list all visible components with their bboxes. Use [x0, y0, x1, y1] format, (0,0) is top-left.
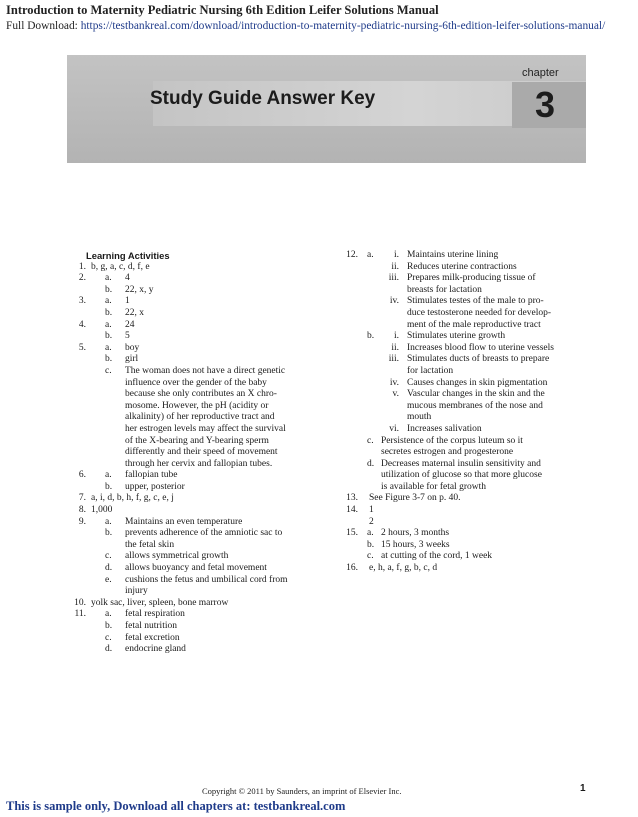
sub-letter: d.	[105, 644, 113, 655]
item-number: 10.	[74, 597, 86, 608]
answer-line	[70, 389, 342, 401]
answer-text: 2	[369, 516, 374, 527]
copyright-footer: Copyright © 2011 by Saunders, an imprint of Elsevier Inc.	[202, 786, 402, 796]
answer-line	[343, 378, 593, 390]
answer-line	[70, 563, 342, 575]
document-header-title: Introduction to Maternity Pediatric Nursing 6th Edition Leifer Solutions Manual	[6, 3, 439, 17]
answer-line	[70, 436, 342, 448]
answer-line	[343, 540, 593, 552]
item-number: 5.	[78, 342, 86, 353]
item-number: 7.	[78, 493, 86, 504]
answer-text: secretes estrogen and progesterone	[381, 447, 514, 458]
download-line	[6, 20, 605, 32]
answer-text: The woman does not have a direct genetic	[125, 365, 286, 376]
answer-text: Prepares milk-producing tissue of	[407, 273, 536, 284]
answer-line	[343, 528, 593, 540]
answer-text: Stimulates uterine growth	[407, 331, 506, 342]
answer-line	[70, 343, 342, 355]
sub-letter: c.	[105, 365, 112, 376]
answer-text: fallopian tube	[125, 470, 178, 481]
answer-line	[343, 273, 593, 285]
answer-text: a, i, d, b, h, f, g, c, e, j	[91, 493, 174, 504]
answer-line	[70, 505, 342, 517]
answer-text: cushions the fetus and umbilical cord from	[125, 574, 288, 585]
answer-text: the fetal skin	[125, 539, 175, 550]
sub-numeral: ii.	[391, 261, 399, 272]
chapter-number: 3	[534, 84, 556, 125]
download-link[interactable]: https://testbankreal.com/download/introduction-to-maternity-pediatric-nursing-6th-edition-leifer-solutions-manual/	[80, 20, 606, 32]
sub-numeral: vi.	[389, 423, 399, 434]
answer-line	[70, 273, 342, 285]
answer-line	[343, 401, 593, 413]
answer-line	[70, 320, 342, 332]
sub-letter: a.	[105, 470, 112, 481]
item-number: 1.	[78, 261, 86, 272]
answer-line	[70, 517, 342, 529]
sub-letter: c.	[105, 551, 112, 562]
answer-line	[70, 296, 342, 308]
item-number: 12.	[346, 250, 358, 260]
answer-text: alkalinity) of her reproductive tract and	[125, 412, 275, 423]
sub-numeral: ii.	[391, 342, 399, 353]
answer-text: 24	[125, 319, 135, 330]
item-number: 3.	[78, 296, 86, 307]
answer-line	[70, 609, 342, 621]
sub-numeral: iv.	[389, 377, 399, 388]
sub-letter: b.	[105, 331, 113, 342]
answer-text: 1,000	[91, 505, 113, 516]
answer-line	[343, 505, 593, 517]
sub-letter: b.	[105, 307, 113, 318]
answer-text: Stimulates testes of the male to pro-	[407, 296, 544, 307]
sub-letter: a.	[105, 273, 112, 284]
answer-line	[70, 621, 342, 633]
answer-text: ment of the male reproductive tract	[407, 319, 541, 330]
answer-line	[343, 551, 593, 563]
answer-text: Causes changes in skin pigmentation	[407, 377, 548, 388]
answer-text: because she only contributes an X chro-	[125, 389, 277, 400]
sub-letter: b.	[105, 284, 113, 295]
section-heading: Learning Activities	[86, 250, 170, 261]
answer-text: Increases blood flow to uterine vessels	[407, 342, 554, 353]
answer-line	[343, 517, 593, 529]
download-label: Full Download:	[6, 20, 81, 32]
answer-text: upper, posterior	[125, 481, 185, 492]
answer-line	[70, 528, 342, 540]
item-number: 2.	[78, 273, 86, 284]
answer-line	[70, 598, 342, 610]
sub-numeral: iii.	[388, 354, 399, 365]
sub-letter: a.	[105, 609, 112, 620]
sub-letter: b.	[367, 539, 375, 550]
sub-letter: a.	[105, 516, 112, 527]
answer-line	[70, 459, 342, 471]
page-number: 1	[580, 783, 586, 794]
answer-text: 2 hours, 3 months	[381, 528, 450, 539]
answer-text: e, h, a, f, g, b, c, d	[369, 563, 438, 574]
answer-text: Stimulates ducts of breasts to prepare	[407, 354, 550, 365]
answer-text: influence over the gender of the baby	[125, 377, 267, 388]
sub-numeral: i.	[393, 331, 399, 342]
answer-line	[70, 493, 342, 505]
answer-text: prevents adherence of the amniotic sac to	[125, 528, 283, 539]
answer-line	[343, 493, 593, 505]
answer-text: 22, x	[125, 307, 144, 318]
answer-text: Increases salivation	[407, 423, 482, 434]
answer-text: b, g, a, c, d, f, e	[91, 261, 150, 272]
sub-letter: a.	[105, 342, 112, 353]
answer-text: injury	[125, 586, 148, 597]
sub-letter: d.	[367, 458, 375, 469]
answer-text: differently and their speed of movement	[125, 447, 278, 458]
answer-line	[70, 633, 342, 645]
answer-text: Decreases maternal insulin sensitivity and	[381, 458, 541, 469]
sub-letter: b.	[105, 481, 113, 492]
answer-line	[343, 343, 593, 355]
sub-letter: b.	[105, 621, 113, 631]
answer-line	[343, 308, 593, 320]
answer-line	[343, 412, 593, 424]
answer-text: mouth	[407, 412, 432, 423]
answer-text: 1	[125, 296, 130, 307]
sub-letter: c.	[367, 551, 374, 562]
sub-letter: d.	[105, 563, 113, 574]
answer-line	[343, 436, 593, 448]
item-number: 14.	[346, 505, 358, 516]
sub-letter: a.	[105, 319, 112, 330]
answer-text: girl	[125, 354, 139, 365]
answer-line	[70, 540, 342, 552]
answer-text: Maintains uterine lining	[407, 250, 499, 260]
answer-text: fetal excretion	[125, 632, 180, 643]
item-number: 4.	[78, 319, 86, 330]
answer-line	[70, 354, 342, 366]
answer-line	[70, 575, 342, 587]
answer-line	[343, 424, 593, 436]
answer-line	[70, 644, 342, 656]
sub-letter: b.	[105, 528, 113, 539]
sub-letter: b.	[367, 331, 375, 342]
answer-text: allows symmetrical growth	[125, 551, 229, 562]
item-number: 16.	[346, 563, 358, 574]
answer-line	[70, 262, 342, 274]
answer-line	[343, 296, 593, 308]
answer-column-left	[70, 250, 342, 656]
answer-line	[343, 447, 593, 459]
answer-text: Reduces uterine contractions	[407, 261, 517, 272]
item-number: 11.	[74, 609, 86, 620]
sub-letter: a.	[367, 250, 374, 260]
answer-line	[343, 470, 593, 482]
answer-text: of the X-bearing and Y-bearing sperm	[125, 435, 269, 446]
answer-text: her estrogen levels may affect the survival	[125, 423, 286, 434]
answer-text: Maintains an even temperature	[125, 516, 243, 527]
answer-text: boy	[125, 342, 140, 353]
answer-line	[70, 470, 342, 482]
answer-line	[70, 366, 342, 378]
answer-text: See Figure 3-7 on p. 40.	[369, 493, 461, 504]
answer-text: mucous membranes of the nose and	[407, 400, 543, 411]
item-number: 15.	[346, 528, 358, 539]
answer-text: breasts for lactation	[407, 284, 482, 295]
answer-text: at cutting of the cord, 1 week	[381, 551, 493, 562]
answer-line	[70, 447, 342, 459]
answer-text: mosome. However, the pH (acidity or	[125, 400, 269, 411]
answer-text: utilization of glucose so that more glucose	[381, 470, 542, 481]
sub-letter: a.	[367, 528, 374, 539]
answer-text: fetal nutrition	[125, 621, 177, 631]
answer-text: Persistence of the corpus luteum so it	[381, 435, 523, 446]
answer-line	[343, 563, 593, 575]
sub-letter: b.	[105, 354, 113, 365]
answer-line	[70, 586, 342, 598]
answer-text: allows buoyancy and fetal movement	[125, 563, 267, 574]
sub-letter: c.	[105, 632, 112, 643]
item-number: 13.	[346, 493, 358, 504]
answer-line	[70, 308, 342, 320]
sub-letter: a.	[105, 296, 112, 307]
answer-line	[343, 482, 593, 494]
answer-text: duce testosterone needed for develop-	[407, 307, 552, 318]
answer-line	[343, 354, 593, 366]
answer-line	[343, 459, 593, 471]
answer-line	[343, 285, 593, 297]
page-title: Study Guide Answer Key	[150, 88, 376, 109]
answer-text: endocrine gland	[125, 644, 186, 655]
answer-line	[70, 482, 342, 494]
answer-column-right	[343, 250, 593, 575]
answer-text: is available for fetal growth	[381, 481, 486, 492]
answer-line	[70, 331, 342, 343]
sub-numeral: iv.	[389, 296, 399, 307]
answer-line	[70, 401, 342, 413]
sub-numeral: v.	[392, 389, 399, 400]
item-number: 8.	[78, 505, 86, 516]
answer-line	[343, 262, 593, 274]
answer-line	[343, 331, 593, 343]
answer-line	[343, 320, 593, 332]
sub-letter: e.	[105, 574, 112, 585]
sub-numeral: i.	[393, 250, 399, 260]
answer-line	[70, 551, 342, 563]
answer-text: for lactation	[407, 365, 454, 376]
sub-letter: c.	[367, 435, 374, 446]
answer-text: through her cervix and fallopian tubes.	[125, 458, 273, 469]
answer-line	[70, 412, 342, 424]
answer-text: 4	[125, 273, 130, 284]
chapter-label: chapter	[522, 67, 559, 79]
answer-text: yolk sac, liver, spleen, bone marrow	[91, 597, 229, 608]
answer-line	[343, 250, 593, 262]
answer-text: 15 hours, 3 weeks	[381, 539, 450, 550]
answer-line	[343, 389, 593, 401]
answer-text: 22, x, y	[125, 284, 154, 295]
answer-text: 1	[369, 505, 374, 516]
answer-line	[70, 285, 342, 297]
answer-text: fetal respiration	[125, 609, 185, 620]
answer-line	[343, 366, 593, 378]
answer-line	[70, 424, 342, 436]
answer-line	[70, 378, 342, 390]
sample-notice[interactable]: This is sample only, Download all chapters at: testbankreal.com	[6, 799, 346, 813]
item-number: 9.	[78, 516, 86, 527]
item-number: 6.	[78, 470, 86, 481]
answer-text: 5	[125, 331, 130, 342]
answer-text: Vascular changes in the skin and the	[407, 389, 545, 400]
sub-numeral: iii.	[388, 273, 399, 284]
